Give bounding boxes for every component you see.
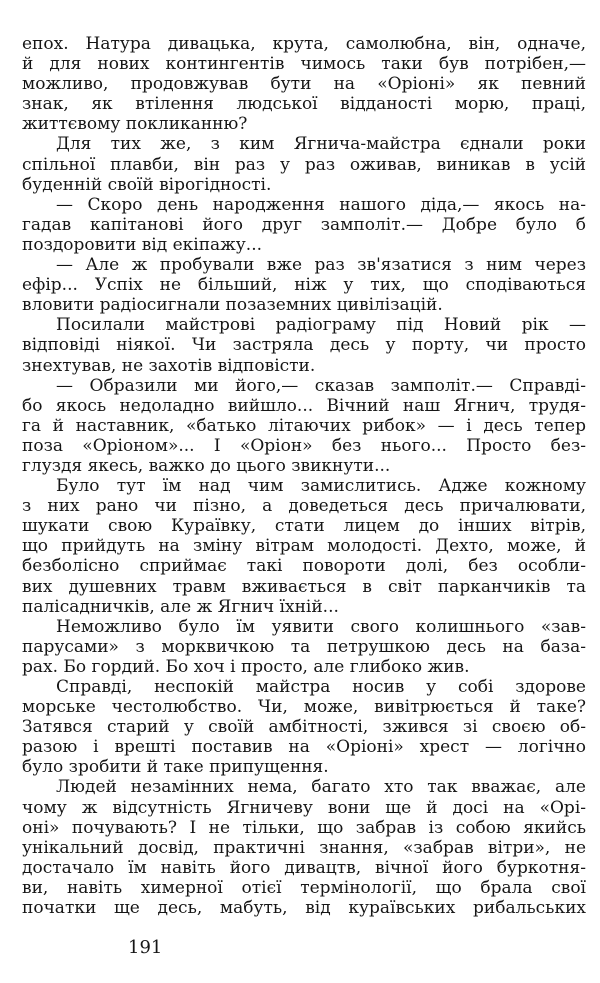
text-line: з них рано чи пізно, а доведеться десь причалювати, xyxy=(22,496,586,517)
text-line: разою і врешті поставив на «Оріоні» хрест — логічно xyxy=(22,737,586,758)
text-line: можливо, продовжував бути на «Оріоні» як певний xyxy=(22,74,586,95)
text-line: початки ще десь, мабуть, від кураївських рибальських xyxy=(22,898,586,919)
text-line: шукати свою Кураївку, стати лицем до інших вітрів, xyxy=(22,516,586,537)
text-line: епох. Натура дивацька, крута, самолюбна, він, одначе, xyxy=(22,34,586,54)
text-line: що прийдуть на зміну вітрам молодості. Дехто, може, й xyxy=(22,536,586,557)
text-line: га й наставник, «батько літаючих рибок» — і десь тепер xyxy=(22,415,586,436)
book-page-text xyxy=(22,34,586,918)
text-line: Затявся старий у своїй амбітності, зжився зі своєю об- xyxy=(22,717,586,738)
text-line: вловити радіосигнали позаземних цивілізацій. xyxy=(22,295,443,316)
text-line: глуздя якесь, важко до цього звикнути... xyxy=(22,455,391,476)
text-line: поздоровити від екіпажу... xyxy=(22,234,263,255)
text-line: — Образили ми його,— сказав замполіт.— Справді- xyxy=(56,375,586,396)
paragraph xyxy=(22,255,586,315)
text-line: — Але ж пробували вже раз зв'язатися з ним через xyxy=(56,255,586,276)
text-line: Справді, неспокій майстра носив у собі здорове xyxy=(56,677,586,697)
text-line: Неможливо було їм уявити свого колишнього «зав- xyxy=(56,616,586,637)
text-line: Посилали майстрові радіограму під Новий рік — xyxy=(56,315,586,336)
paragraph xyxy=(22,677,586,777)
paragraph xyxy=(22,476,586,617)
text-line: рах. Бо гордий. Бо хоч і просто, але глибоко жив. xyxy=(22,656,470,677)
text-line: вих душевних травм вживається в світ парканчиків та xyxy=(22,576,586,597)
text-line: достачало їм навіть його дивацтв, вічної його буркотня- xyxy=(22,857,586,878)
text-line: гадав капітанові його друг замполіт.— Добре було б xyxy=(22,214,586,235)
text-line: відповіді ніякої. Чи застряла десь у порту, чи просто xyxy=(22,335,586,356)
text-line: й для нових контингентів чимось таки був потрібен,— xyxy=(22,54,586,75)
text-line: — Скоро день народження нашого діда,— якось на- xyxy=(56,194,586,215)
paragraph xyxy=(22,34,586,134)
page-number: 191 xyxy=(128,937,163,958)
text-line: безболісно сприймає такі повороти долі, без особли- xyxy=(22,556,586,577)
paragraph xyxy=(22,134,586,194)
text-line: життєвому покликанню? xyxy=(22,114,248,135)
text-line: чому ж відсутність Ягничеву вони ще й досі на «Орі- xyxy=(22,797,586,818)
text-line: Для тих же, з ким Ягнича-майстра єднали роки xyxy=(56,134,586,155)
paragraph xyxy=(22,777,586,918)
text-line: Людей незамінних нема, багато хто так вважає, але xyxy=(56,777,586,798)
text-line: Було тут їм над чим замислитись. Адже кожному xyxy=(56,476,586,497)
paragraph xyxy=(22,315,586,375)
paragraph xyxy=(22,376,586,476)
text-line: бо якось недоладно вийшло... Вічний наш Ягнич, трудя- xyxy=(22,395,586,416)
text-line: знехтував, не захотів відповісти. xyxy=(22,355,316,376)
text-line: палісадничків, але ж Ягнич їхній... xyxy=(22,596,339,617)
text-line: було зробити й таке припущення. xyxy=(22,757,329,778)
text-line: ефір... Успіх не більший, ніж у тих, що сподіваються xyxy=(22,275,586,296)
text-line: ви, навіть химерної отієї термінології, що брала свої xyxy=(22,877,586,898)
text-line: буденній своїй вірогідності. xyxy=(22,174,272,195)
paragraph xyxy=(22,617,586,677)
text-line: поза «Оріоном»... І «Оріон» без нього... Просто без- xyxy=(22,435,586,456)
paragraph xyxy=(22,195,586,255)
text-line: оні» почувають? І не тільки, що забрав із собою якийсь xyxy=(22,817,586,838)
text-line: морське честолюбство. Чи, може, вивітрюється й таке? xyxy=(22,697,586,718)
text-line: унікальний досвід, практичні знання, «забрав вітри», не xyxy=(22,837,586,858)
text-line: знак, як втілення людської відданості морю, праці, xyxy=(22,94,586,115)
text-line: парусами» з морквичкою та петрушкою десь на база- xyxy=(22,636,586,657)
text-line: спільної плавби, він раз у раз оживав, виникав в усій xyxy=(22,154,586,175)
